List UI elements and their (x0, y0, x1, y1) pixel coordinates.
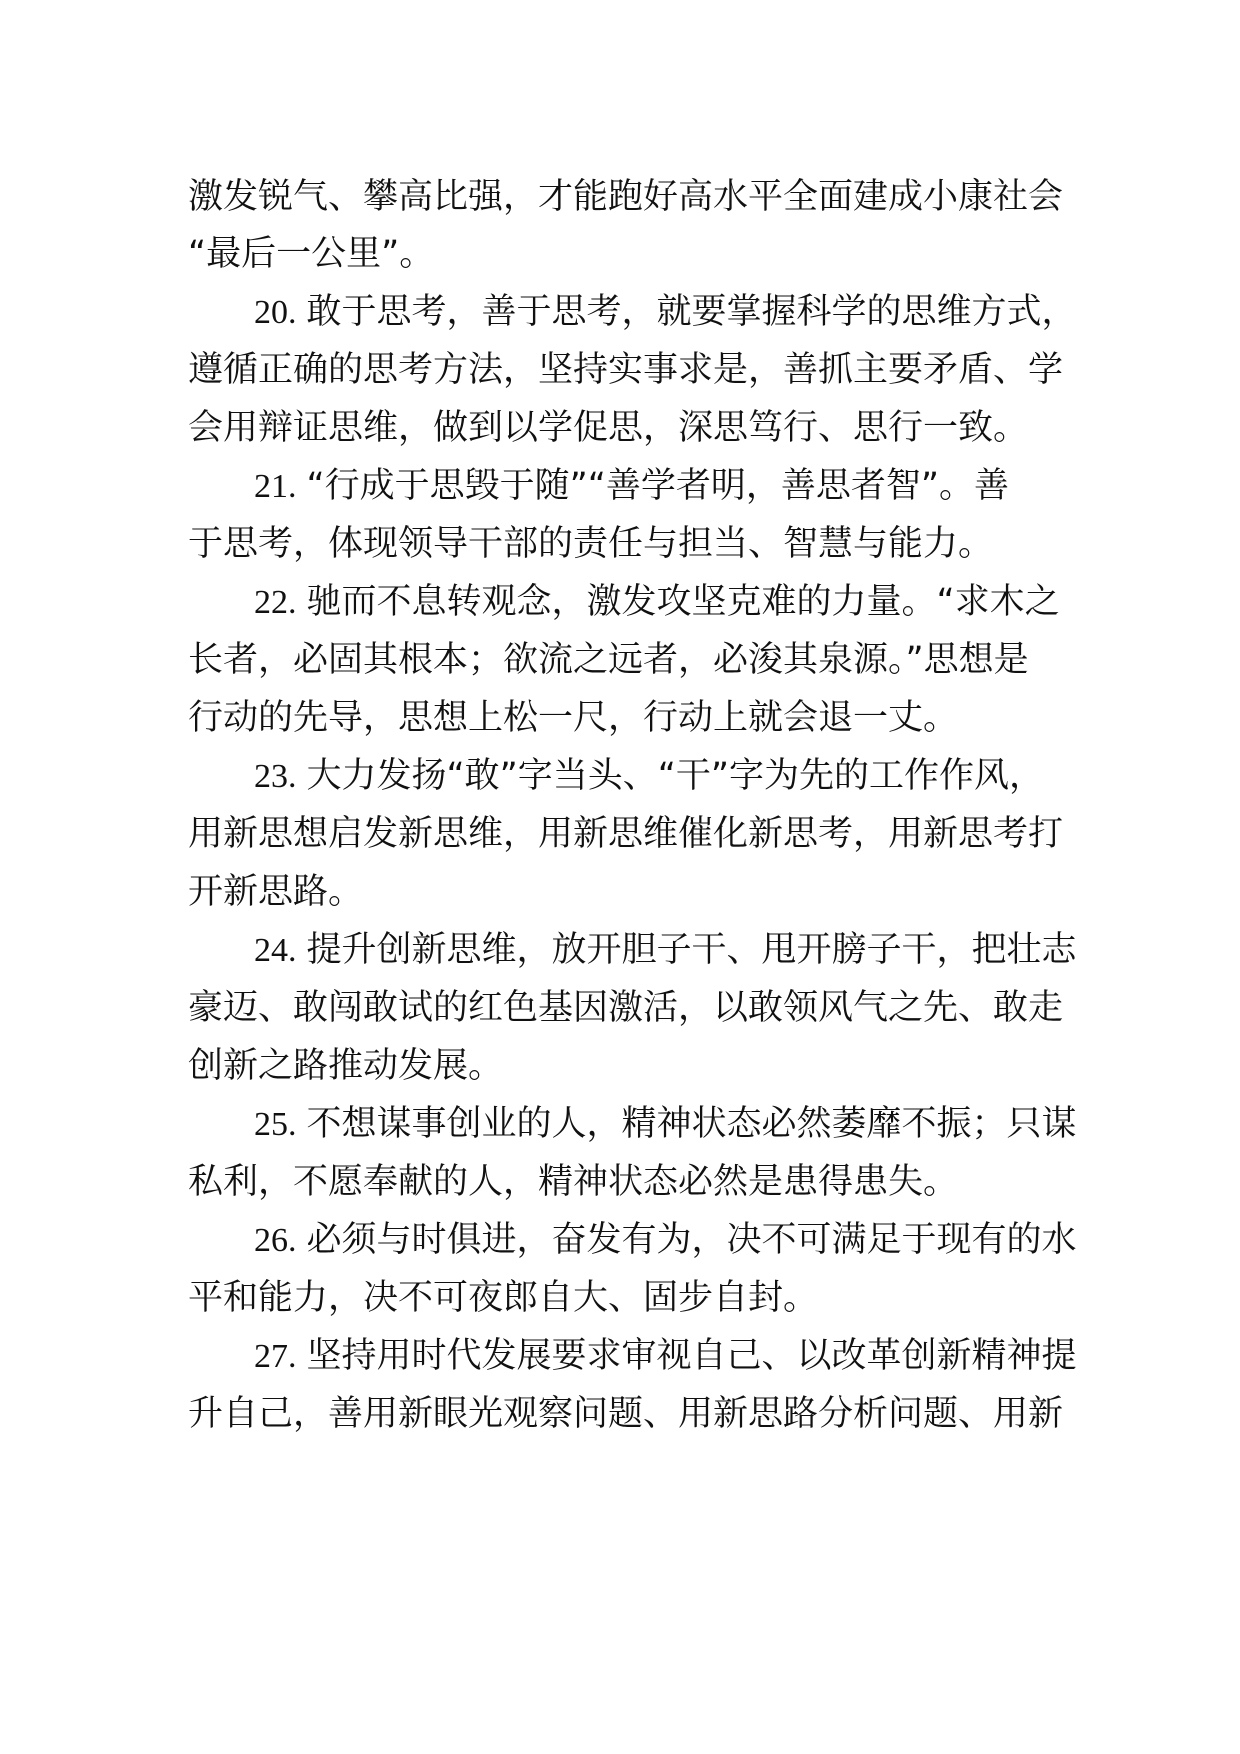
text-line: 豪迈、敢闯敢试的红色基因激活，以敢领风气之先、敢走 (188, 988, 1064, 1028)
list-item: 22. 驰而不息转观念，激发攻坚克难的力量。“求木之 (254, 582, 1060, 622)
item-number: 22. (254, 584, 297, 621)
item-number: 21. (254, 468, 297, 505)
item-number: 20. (254, 294, 297, 331)
item-number: 26. (254, 1222, 297, 1259)
list-item: 27. 坚持用时代发展要求审视自己、以改革创新精神提 (254, 1336, 1077, 1376)
text-line: 行动的先导，思想上松一尺，行动上就会退一丈。 (188, 698, 959, 738)
list-item: 23. 大力发扬“敢”字当头、“干”字为先的工作作风， (254, 756, 1045, 796)
text-line: 会用辩证思维，做到以学促思，深思笃行、思行一致。 (188, 408, 1029, 448)
text-line: “最后一公里”。 (188, 234, 435, 274)
item-number: 27. (254, 1338, 297, 1375)
list-item: 25. 不想谋事创业的人，精神状态必然萎靡不振；只谋 (254, 1104, 1077, 1144)
text-line: 遵循正确的思考方法，坚持实事求是，善抓主要矛盾、学 (188, 350, 1064, 390)
text-line: 长者，必固其根本；欲流之远者，必浚其泉源。”思想是 (188, 640, 1029, 680)
text-line: 私利，不愿奉献的人，精神状态必然是患得患失。 (188, 1162, 959, 1202)
text-line: 于思考，体现领导干部的责任与担当、智慧与能力。 (188, 524, 994, 564)
item-number: 24. (254, 932, 297, 969)
text-line: 平和能力，决不可夜郎自大、固步自封。 (188, 1278, 819, 1318)
item-number: 25. (254, 1106, 297, 1143)
list-item: 20. 敢于思考，善于思考，就要掌握科学的思维方式， (254, 292, 1077, 332)
list-item: 24. 提升创新思维，放开胆子干、甩开膀子干，把壮志 (254, 930, 1077, 970)
text-line: 创新之路推动发展。 (188, 1046, 504, 1086)
text-line: 用新思想启发新思维，用新思维催化新思考，用新思考打 (188, 814, 1064, 854)
item-number: 23. (254, 758, 297, 795)
list-item: 26. 必须与时俱进，奋发有为，决不可满足于现有的水 (254, 1220, 1077, 1260)
text-line: 激发锐气、攀高比强，才能跑好高水平全面建成小康社会 (188, 177, 1064, 217)
list-item: 21. “行成于思毁于随”“善学者明，善思者智”。善 (254, 466, 1010, 506)
text-line: 开新思路。 (188, 872, 364, 912)
text-line: 升自己，善用新眼光观察问题、用新思路分析问题、用新 (188, 1394, 1064, 1434)
